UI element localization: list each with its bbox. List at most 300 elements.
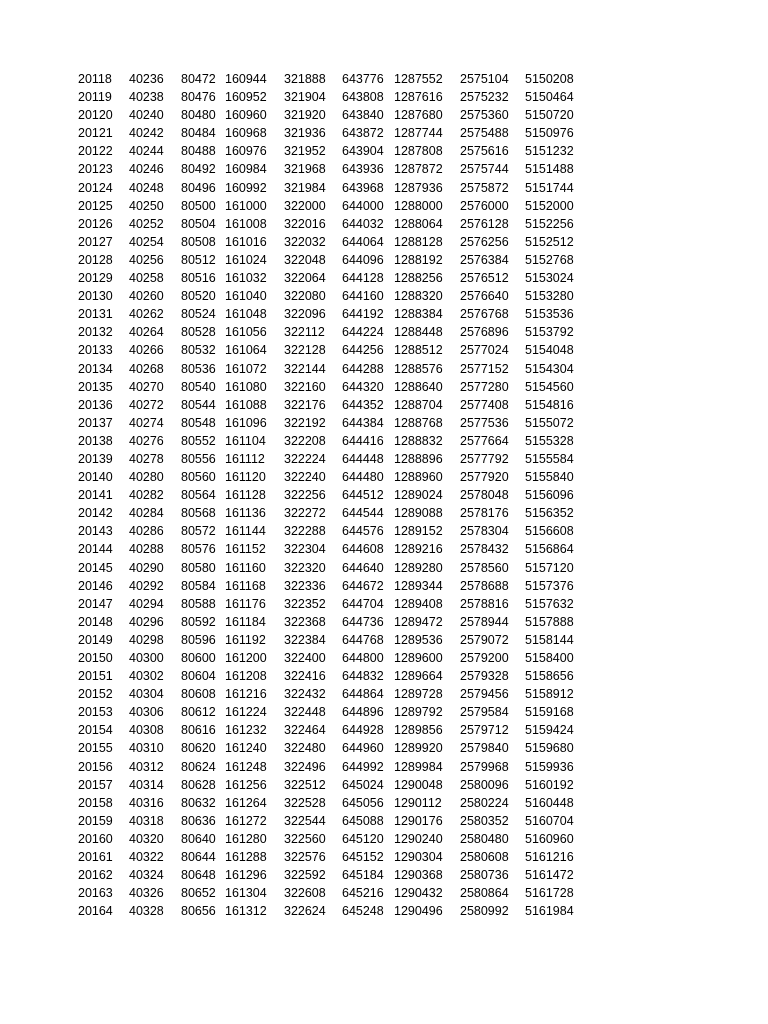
table-cell: 643808 [342,90,384,105]
table-cell: 80608 [181,687,216,702]
table-cell: 1288576 [394,361,443,376]
table-cell: 80640 [181,831,216,846]
table-cell: 80636 [181,813,216,828]
table-cell: 2579456 [460,687,509,702]
table-cell: 1289088 [394,506,443,521]
table-cell: 20155 [78,741,113,756]
table-cell: 161072 [225,361,267,376]
table-cell: 2575616 [460,144,509,159]
table-cell: 20139 [78,451,113,466]
table-cell: 5158144 [525,632,574,647]
table-cell: 5160960 [525,831,574,846]
table-cell: 161272 [225,813,267,828]
table-cell: 40284 [129,506,164,521]
table-cell: 80576 [181,542,216,557]
table-cell: 1288512 [394,343,443,358]
table-cell: 40242 [129,126,164,141]
table-cell: 1289984 [394,759,443,774]
table-cell: 1289472 [394,614,443,629]
table-cell: 1289216 [394,542,443,557]
table-cell: 2580864 [460,886,509,901]
table-cell: 644288 [342,361,384,376]
table-cell: 1288832 [394,433,443,448]
table-cell: 322400 [284,651,326,665]
table-cell: 20147 [78,596,113,611]
table-cell: 644128 [342,271,384,286]
table-cell: 40246 [129,162,164,177]
table-cell: 2580096 [460,777,509,792]
table-cell: 643936 [342,162,384,177]
table-cell: 2575488 [460,126,509,141]
table-cell: 161280 [225,831,267,846]
table-cell: 5159424 [525,723,574,738]
table-cell: 20128 [78,252,113,267]
table-row [78,305,585,323]
table-cell: 322080 [284,289,326,304]
table-cell: 1288896 [394,451,443,466]
table-cell: 20153 [78,705,113,720]
table-cell: 160968 [225,126,267,141]
table-cell: 80512 [181,252,216,267]
table-cell: 5154048 [525,343,574,358]
table-cell: 20132 [78,325,113,340]
table-cell: 20149 [78,632,113,647]
table-cell: 2580224 [460,795,509,810]
table-cell: 80612 [181,705,216,720]
table-cell: 5154560 [525,379,574,394]
table-cell: 40314 [129,777,164,792]
table-cell: 20150 [78,651,113,665]
table-cell: 161240 [225,741,267,756]
table-cell: 644512 [342,488,384,503]
table-cell: 644256 [342,343,384,358]
table-row [78,269,585,287]
table-row [78,667,585,685]
table-cell: 5159168 [525,705,574,720]
table-cell: 322016 [284,216,326,231]
table-cell: 322368 [284,614,326,629]
table-cell: 2576512 [460,271,509,286]
table-cell: 1290240 [394,831,443,846]
table-row [78,468,585,486]
table-cell: 160984 [225,162,267,177]
table-cell: 1288448 [394,325,443,340]
table-cell: 5157888 [525,614,574,629]
table-cell: 5158400 [525,651,574,665]
table-cell: 161024 [225,252,267,267]
table-cell: 40292 [129,578,164,593]
table-cell: 322240 [284,470,326,485]
table-cell: 161032 [225,271,267,286]
table-row [78,378,585,396]
table-cell: 161088 [225,397,267,412]
table-cell: 20162 [78,868,113,883]
table-cell: 161208 [225,669,267,684]
table-cell: 160952 [225,90,267,105]
table-cell: 2578560 [460,560,509,575]
table-cell: 644896 [342,705,384,720]
table-cell: 2577024 [460,343,509,358]
table-cell: 2579584 [460,705,509,720]
table-cell: 644992 [342,759,384,774]
table-cell: 40324 [129,868,164,883]
table-cell: 1290112 [394,795,442,810]
table-cell: 2580480 [460,831,509,846]
table-cell: 2578432 [460,542,509,557]
table-cell: 80488 [181,144,216,159]
table-cell: 161312 [225,904,267,919]
table-cell: 80476 [181,90,216,105]
table-row [78,577,585,595]
table-cell: 20122 [78,144,113,159]
table-cell: 5153280 [525,289,574,304]
table-cell: 644384 [342,415,384,430]
table-row [78,179,585,197]
table-row [78,595,585,613]
table-cell: 645184 [342,868,384,883]
table-cell: 40282 [129,488,164,503]
table-cell: 5161984 [525,904,574,919]
table-cell: 644704 [342,596,384,611]
table-cell: 20142 [78,506,113,521]
table-cell: 20133 [78,343,113,358]
table-cell: 20161 [78,850,113,865]
table-cell: 20137 [78,415,113,430]
table-cell: 161120 [225,470,266,485]
table-cell: 161160 [225,560,266,575]
table-cell: 2575360 [460,108,509,123]
table-cell: 161112 [225,451,265,466]
table-cell: 161080 [225,379,267,394]
table-cell: 644416 [342,433,384,448]
table-cell: 80572 [181,524,216,539]
table-row [78,776,585,794]
table-cell: 1287808 [394,144,443,159]
table-cell: 80628 [181,777,216,792]
table-cell: 20120 [78,108,113,123]
table-row [78,396,585,414]
table-cell: 645248 [342,904,384,919]
table-cell: 40296 [129,614,164,629]
table-cell: 1287616 [394,90,443,105]
table-cell: 1288256 [394,271,443,286]
table-cell: 1290176 [394,813,443,828]
table-cell: 40280 [129,470,164,485]
table-cell: 20160 [78,831,113,846]
table-row [78,739,585,757]
table-cell: 5159936 [525,759,574,774]
table-cell: 161016 [225,234,267,249]
table-cell: 40326 [129,886,164,901]
table-cell: 161224 [225,705,267,720]
table-cell: 80568 [181,506,216,521]
table-cell: 80532 [181,343,216,358]
table-cell: 161056 [225,325,267,340]
table-cell: 40288 [129,542,164,557]
table-cell: 2576896 [460,325,509,340]
table-cell: 160992 [225,180,267,195]
table-cell: 5150720 [525,108,574,123]
table-cell: 322176 [284,397,326,412]
table-cell: 40318 [129,813,164,828]
table-cell: 1288064 [394,216,443,231]
table-cell: 322496 [284,759,326,774]
table-cell: 40262 [129,307,164,322]
table-cell: 643872 [342,126,384,141]
table-cell: 80504 [181,216,216,231]
table-cell: 40298 [129,632,164,647]
table-cell: 80540 [181,379,216,394]
table-cell: 2579200 [460,651,509,665]
table-cell: 644800 [342,651,384,665]
table-cell: 322160 [284,379,326,394]
table-cell: 161216 [225,687,267,702]
table-cell: 2579968 [460,759,509,774]
table-cell: 20119 [78,90,112,105]
table-cell: 1289664 [394,669,443,684]
table-cell: 20146 [78,578,113,593]
table-cell: 2580992 [460,904,509,919]
table-cell: 322560 [284,831,326,846]
table-cell: 1288128 [394,234,443,249]
table-cell: 160976 [225,144,267,159]
table-cell: 1289856 [394,723,443,738]
table-row [78,884,585,902]
table-row [78,486,585,504]
table-cell: 20138 [78,433,113,448]
table-cell: 322096 [284,307,326,322]
table-cell: 161008 [225,216,267,231]
table-row [78,758,585,776]
table-cell: 644864 [342,687,384,702]
table-cell: 40264 [129,325,164,340]
table-cell: 322320 [284,560,326,575]
table-cell: 5161216 [525,850,574,865]
table-cell: 161000 [225,198,267,213]
table-cell: 1289280 [394,560,443,575]
table-cell: 2577280 [460,379,509,394]
table-row [78,721,585,739]
table-cell: 643776 [342,72,384,86]
table-cell: 5160448 [525,795,574,810]
table-cell: 20152 [78,687,113,702]
table-cell: 322144 [284,361,326,376]
table-cell: 20157 [78,777,113,792]
table-cell: 321936 [284,126,326,141]
table-row [78,106,585,124]
table-cell: 322128 [284,343,326,358]
table-cell: 321968 [284,162,326,177]
table-row [78,866,585,884]
table-cell: 40270 [129,379,164,394]
table-cell: 322048 [284,252,326,267]
table-row [78,830,585,848]
table-cell: 322384 [284,632,326,647]
table-cell: 20129 [78,271,113,286]
table-cell: 2576768 [460,307,509,322]
table-cell: 161264 [225,795,267,810]
table-cell: 40308 [129,723,164,738]
table-cell: 5150464 [525,90,574,105]
table-cell: 1289728 [394,687,443,702]
table-row [78,341,585,359]
table-cell: 643904 [342,144,384,159]
table-cell: 2580736 [460,868,509,883]
table-row [78,703,585,721]
table-cell: 80520 [181,289,216,304]
table-cell: 5152000 [525,198,574,213]
table-cell: 2579328 [460,669,509,684]
table-cell: 40302 [129,669,164,684]
table-cell: 5156096 [525,488,574,503]
table-cell: 40304 [129,687,164,702]
table-cell: 80560 [181,470,216,485]
table-cell: 20136 [78,397,113,412]
table-cell: 321904 [284,90,326,105]
table-cell: 20135 [78,379,113,394]
table-cell: 1287936 [394,180,443,195]
table-cell: 161104 [225,433,266,448]
table-cell: 40252 [129,216,164,231]
table-cell: 2580608 [460,850,509,865]
table-cell: 322288 [284,524,326,539]
table-row [78,287,585,305]
table-cell: 2578176 [460,506,509,521]
table-cell: 5157120 [525,560,574,575]
table-cell: 80564 [181,488,216,503]
table-cell: 321984 [284,180,326,195]
table-cell: 40236 [129,72,164,86]
table-cell: 322608 [284,886,326,901]
table-cell: 644960 [342,741,384,756]
table-cell: 161152 [225,542,266,557]
table-cell: 2578816 [460,596,509,611]
table-cell: 80536 [181,361,216,376]
table-cell: 40312 [129,759,164,774]
table-cell: 40274 [129,415,164,430]
table-row [78,685,585,703]
table-row [78,848,585,866]
table-cell: 20125 [78,198,113,213]
table-cell: 2577792 [460,451,509,466]
table-cell: 322000 [284,198,326,213]
table-cell: 644640 [342,560,384,575]
table-cell: 5153024 [525,271,574,286]
table-cell: 644320 [342,379,384,394]
table-cell: 161192 [225,632,266,647]
table-row [78,504,585,522]
table-cell: 1287552 [394,72,443,86]
table-cell: 161096 [225,415,267,430]
table-cell: 645152 [342,850,384,865]
table-cell: 80472 [181,72,216,86]
table-cell: 5151488 [525,162,574,177]
table-cell: 40322 [129,850,164,865]
table-cell: 2575744 [460,162,509,177]
table-cell: 2577920 [460,470,509,485]
table-cell: 80508 [181,234,216,249]
table-cell: 40260 [129,289,164,304]
table-cell: 645120 [342,831,384,846]
table-cell: 322192 [284,415,326,430]
table-cell: 644352 [342,397,384,412]
table-cell: 1289344 [394,578,443,593]
table-cell: 5151232 [525,144,574,159]
table-cell: 2579840 [460,741,509,756]
table-cell: 5151744 [525,180,574,195]
table-cell: 5152256 [525,216,574,231]
table-row [78,522,585,540]
table-cell: 322512 [284,777,326,792]
table-cell: 20126 [78,216,113,231]
table-cell: 40254 [129,234,164,249]
table-cell: 5154304 [525,361,574,376]
table-cell: 20154 [78,723,113,738]
table-cell: 1290304 [394,850,443,865]
table-cell: 644192 [342,307,384,322]
table-row [78,197,585,215]
table-cell: 40286 [129,524,164,539]
table-cell: 1289408 [394,596,443,611]
table-cell: 322432 [284,687,326,702]
table-cell: 2576000 [460,198,509,213]
table-cell: 2576640 [460,289,509,304]
table-cell: 5157632 [525,596,574,611]
table-cell: 5155584 [525,451,574,466]
table-cell: 1287744 [394,126,443,141]
table-cell: 20118 [78,72,112,86]
table-row [78,251,585,269]
table-cell: 20123 [78,162,113,177]
table-cell: 322592 [284,868,326,883]
table-cell: 1288192 [394,252,443,267]
table-cell: 80484 [181,126,216,141]
table-row [78,215,585,233]
table-cell: 1288704 [394,397,443,412]
table-cell: 161136 [225,506,266,521]
table-cell: 161064 [225,343,267,358]
table-row [78,360,585,378]
table-cell: 322224 [284,451,326,466]
table-cell: 644096 [342,252,384,267]
table-cell: 5155328 [525,433,574,448]
table-cell: 80604 [181,669,216,684]
table-cell: 5153792 [525,325,574,340]
table-cell: 322272 [284,506,326,521]
table-cell: 5153536 [525,307,574,322]
table-cell: 5155840 [525,470,574,485]
table-cell: 5152512 [525,234,574,249]
table-cell: 80492 [181,162,216,177]
table-cell: 80596 [181,632,216,647]
table-cell: 80644 [181,850,216,865]
table-row [78,414,585,432]
table-cell: 40290 [129,560,164,575]
table-cell: 5156608 [525,524,574,539]
table-cell: 2577152 [460,361,509,376]
table-cell: 40294 [129,596,164,611]
table-cell: 1290368 [394,868,443,883]
table-cell: 40306 [129,705,164,720]
table-cell: 322304 [284,542,326,557]
table-cell: 80516 [181,271,216,286]
table-cell: 20151 [78,669,113,684]
table-cell: 80528 [181,325,216,340]
table-cell: 20121 [78,126,113,141]
table-cell: 80480 [181,108,216,123]
table-cell: 40256 [129,252,164,267]
table-cell: 322112 [284,325,325,340]
